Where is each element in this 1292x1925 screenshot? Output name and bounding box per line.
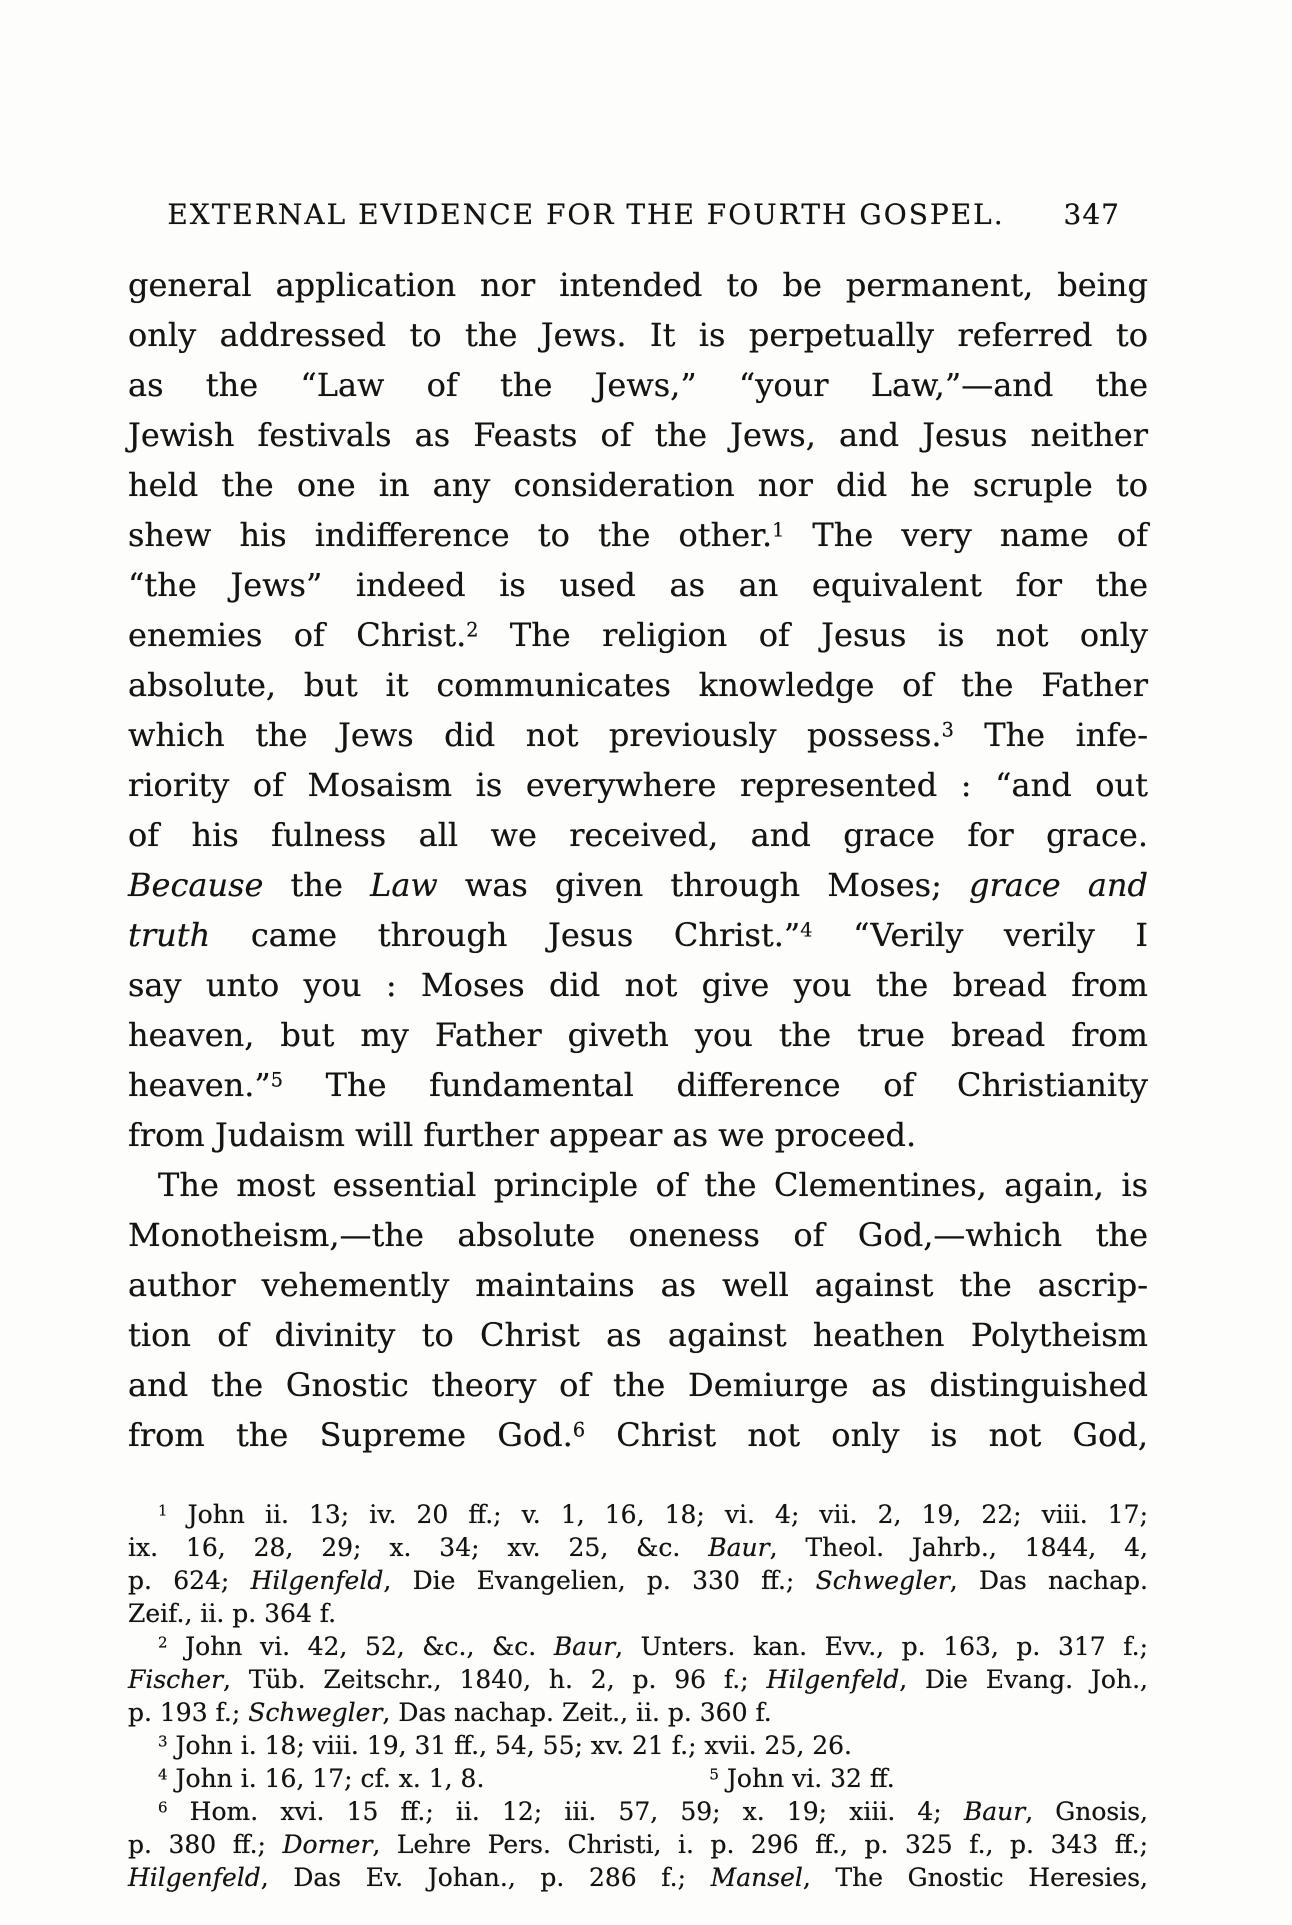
text-segment: shew his indifference to the other. — [128, 516, 773, 554]
text-segment: , Das nachap. Zeit., ii. p. 360 f. — [382, 1698, 772, 1727]
footnote-line — [128, 1729, 1148, 1762]
footnote-line — [128, 1663, 1148, 1696]
body-line — [128, 1260, 1148, 1310]
text-segment: The infe- — [953, 716, 1149, 754]
text-segment: and the Gnostic theory of the Demiurge as distinguished — [128, 1366, 1148, 1404]
body-line — [128, 310, 1148, 360]
text-segment: , The Gnostic Heresies, — [802, 1863, 1149, 1892]
body-line — [128, 360, 1148, 410]
running-head — [128, 198, 1148, 234]
text-segment: which the Jews did not previously possess. — [128, 716, 942, 754]
footnote-marker: 4 — [800, 918, 813, 942]
body-line — [128, 760, 1148, 810]
text-segment: John i. 18; viii. 19, 31 ff., 54, 55; xv. 21 f.; xvii. 25, 26. — [167, 1731, 853, 1760]
text-segment: only addressed to the Jews. It is perpetually referred to — [128, 316, 1148, 354]
text-segment: heaven.” — [128, 1066, 271, 1104]
text-segment: absolute, but it communicates knowledge of the Father — [128, 666, 1148, 704]
text-segment: as the “Law of the Jews,” “your Law,”—and the — [128, 366, 1148, 404]
text-segment: say unto you : Moses did not give you the bread from — [128, 966, 1148, 1004]
text-segment: Hilgenfeld — [250, 1566, 384, 1595]
text-segment: p. 193 f.; — [128, 1698, 249, 1727]
text-segment: The fundamental difference of Christianity — [283, 1066, 1148, 1104]
footnote-marker: 6 — [158, 1798, 168, 1817]
text-segment: John vi. 42, 52, &c., &c. — [167, 1632, 554, 1661]
body-line — [128, 860, 1148, 910]
text-segment: , Lehre Pers. Christi, i. p. 296 ff., p. 325 f., p. 343 ff.; — [372, 1830, 1148, 1859]
text-segment: Dorner — [282, 1830, 373, 1859]
footnote-marker: 2 — [466, 618, 479, 642]
body-line — [128, 1060, 1148, 1110]
footnote-marker: 5 — [709, 1765, 719, 1784]
text-segment: John ii. 13; iv. 20 ff.; v. 1, 16, 18; vi. 4; vii. 2, 19, 22; viii. 17; — [167, 1500, 1148, 1529]
text-segment: Monotheism,—the absolute oneness of God,—which the — [128, 1216, 1148, 1254]
text-segment: Law — [370, 866, 438, 904]
text-segment: The religion of Jesus is not only — [478, 616, 1149, 654]
text-segment: Hilgenfeld — [128, 1863, 261, 1892]
text-segment: enemies of Christ. — [128, 616, 467, 654]
text-segment: from the Supreme God. — [128, 1416, 573, 1454]
text-segment: Hom. xvi. 15 ff.; ii. 12; iii. 57, 59; x. 19; xiii. 4; — [167, 1797, 964, 1826]
text-segment: Fischer — [128, 1665, 224, 1694]
footnote-marker: 1 — [158, 1501, 168, 1520]
text-segment: , Unters. kan. Evv., p. 163, p. 317 f.; — [615, 1632, 1148, 1661]
body-line — [128, 610, 1148, 660]
footnote-line — [128, 1828, 1148, 1861]
text-segment: riority of Mosaism is everywhere represented : “and out — [128, 766, 1148, 804]
text-segment: , Die Evang. Joh., — [899, 1665, 1148, 1694]
body-line — [128, 560, 1148, 610]
text-segment: John i. 16, 17; cf. x. 1, 8. — [167, 1764, 485, 1793]
text-segment: Christ not only is not God, — [585, 1416, 1149, 1454]
body-line — [128, 1160, 1148, 1210]
body-line — [128, 260, 1148, 310]
text-segment: The most essential principle of the Clementines, again, is — [158, 1166, 1148, 1204]
footnote-line — [128, 1597, 1148, 1630]
footnote-marker: 3 — [158, 1732, 168, 1751]
footnote-line — [128, 1630, 1148, 1663]
body-line — [128, 1210, 1148, 1260]
text-segment: ix. 16, 28, 29; x. 34; xv. 25, &c. — [128, 1533, 709, 1562]
body-line — [128, 460, 1148, 510]
body-line — [128, 1010, 1148, 1060]
text-segment: Baur — [963, 1797, 1026, 1826]
body-line — [128, 1310, 1148, 1360]
text-segment: Jewish festivals as Feasts of the Jews, and Jesus neither — [128, 416, 1148, 454]
text-block — [128, 0, 1148, 1894]
body-text — [128, 260, 1148, 1460]
body-line — [128, 1410, 1148, 1460]
text-segment: Baur — [553, 1632, 616, 1661]
running-title: EXTERNAL EVIDENCE FOR THE FOURTH GOSPEL. — [167, 198, 1005, 231]
footnote-marker: 4 — [158, 1765, 168, 1784]
body-line — [128, 410, 1148, 460]
page-number: 347 — [1063, 198, 1120, 231]
text-segment: , Theol. Jahrb., 1844, 4, — [769, 1533, 1148, 1562]
footnote-line — [128, 1564, 1148, 1597]
footnote-line — [128, 1531, 1148, 1564]
body-line — [128, 810, 1148, 860]
text-segment: Zeif., ii. p. 364 f. — [128, 1599, 337, 1628]
text-segment: , Gnosis, — [1025, 1797, 1149, 1826]
footnote-line — [128, 1696, 1148, 1729]
footnote-marker: 6 — [572, 1418, 586, 1442]
footnote-line — [128, 1762, 1148, 1795]
body-line — [128, 710, 1148, 760]
text-segment: “the Jews” indeed is used as an equivalent for the — [128, 566, 1148, 604]
text-segment: , Die Evangelien, p. 330 ff.; — [383, 1566, 816, 1595]
footnote-line — [128, 1498, 1148, 1531]
text-segment: author vehemently maintains as well against the ascrip- — [128, 1266, 1148, 1304]
text-segment: heaven, but my Father giveth you the true bread from — [128, 1016, 1148, 1054]
text-segment: of his fulness all we received, and grace for grace. — [128, 816, 1148, 854]
text-segment: grace and — [968, 866, 1148, 904]
footnote-marker: 2 — [158, 1633, 168, 1652]
body-line — [128, 660, 1148, 710]
text-segment: “Verily verily I — [812, 916, 1149, 954]
body-line — [128, 1360, 1148, 1410]
text-segment: Baur — [708, 1533, 770, 1562]
text-segment: was given through Moses; — [437, 866, 969, 904]
footnote-marker: 1 — [772, 518, 785, 542]
footnote-marker: 5 — [270, 1068, 283, 1092]
body-line — [128, 1110, 1148, 1160]
text-segment: Hilgenfeld — [766, 1665, 900, 1694]
body-line — [128, 910, 1148, 960]
text-segment: Mansel — [710, 1863, 803, 1892]
text-segment: p. 380 ff.; — [128, 1830, 283, 1859]
text-segment: from Judaism will further appear as we proceed. — [128, 1116, 917, 1154]
footnote-line — [128, 1795, 1148, 1828]
text-segment: general application nor intended to be permanent, being — [128, 266, 1148, 304]
text-segment: , Tüb. Zeitschr., 1840, h. 2, p. 96 f.; — [223, 1665, 767, 1694]
body-line — [128, 510, 1148, 560]
text-segment: The very name of — [784, 516, 1148, 554]
text-segment: Because — [128, 866, 264, 904]
text-segment: John vi. 32 ff. — [718, 1764, 895, 1793]
text-segment: , Das Ev. Johan., p. 286 f.; — [260, 1863, 711, 1892]
text-segment: the — [263, 866, 371, 904]
footnote-marker: 3 — [941, 718, 954, 742]
text-segment: came through Jesus Christ.” — [210, 916, 801, 954]
text-segment: Schwegler — [815, 1566, 950, 1595]
footnote-line — [128, 1861, 1148, 1894]
text-segment: Schwegler — [248, 1698, 383, 1727]
body-line — [128, 960, 1148, 1010]
text-segment: p. 624; — [128, 1566, 251, 1595]
footnotes — [128, 1498, 1148, 1894]
text-segment: , Das nachap. — [949, 1566, 1148, 1595]
text-segment: truth — [128, 916, 211, 954]
text-segment: held the one in any consideration nor did he scruple to — [128, 466, 1148, 504]
text-segment: tion of divinity to Christ as against heathen Polytheism — [128, 1316, 1148, 1354]
